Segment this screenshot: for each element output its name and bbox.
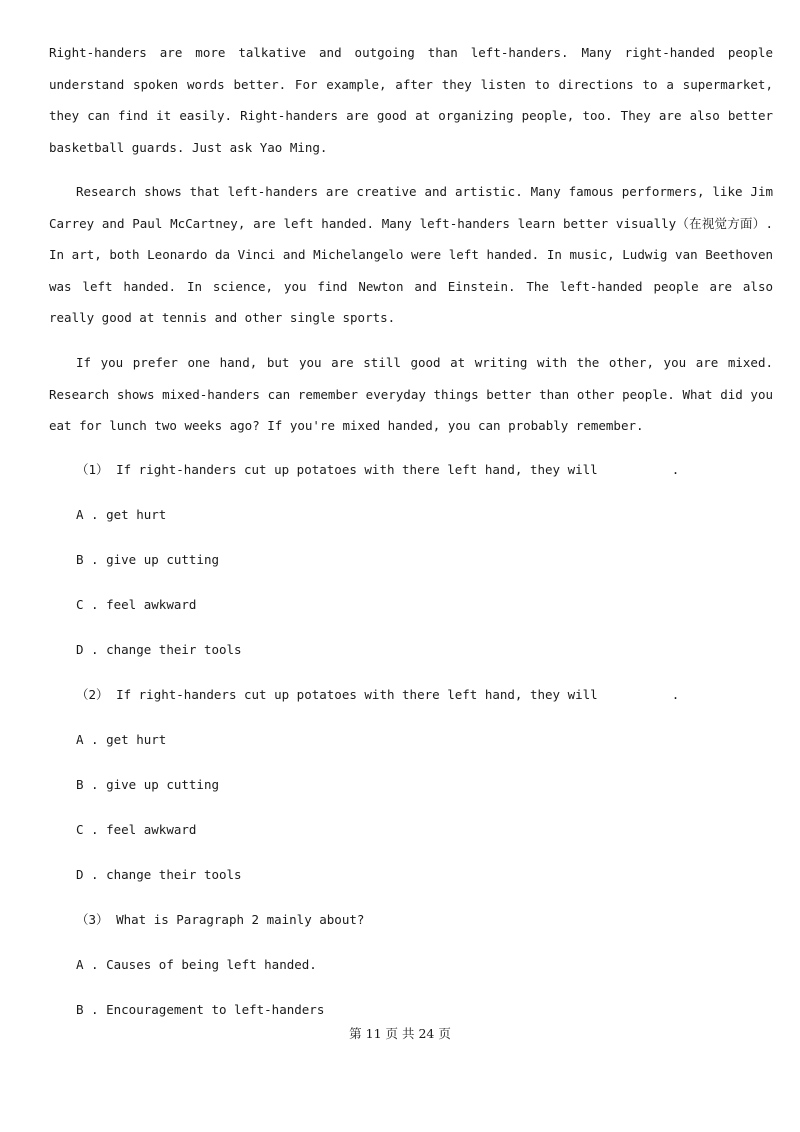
question-3-option-b: B . Encouragement to left-handers (76, 1002, 325, 1017)
question-2-option-a: A . get hurt (76, 732, 167, 747)
question-1-option-d: D . change their tools (76, 642, 242, 657)
passage-paragraph-2: Research shows that left-handers are creative and artistic. Many famous performers, like Jim Carrey and Paul McCartney, are left handed. Many left-handers learn better visually（在视觉方面）. In art, both Leonardo da Vinci and Michelangelo were left handed. In music, Ludwig van Beethoven was left handed. In science, you find Newton and Einstein. The left-handed people are also really good at tennis and other single sports. (49, 184, 773, 325)
question-1-option-a: A . get hurt (76, 507, 167, 522)
page-footer: 第 11 页 共 24 页 (349, 1026, 451, 1041)
passage-paragraph-1: Right-handers are more talkative and outgoing than left-handers. Many right-handed people understand spoken words better. For example, after they listen to directions to a supermarket, they can find it easily. Right-handers are good at organizing people, too. They are also better basketball guards. Just ask Yao Ming. (49, 45, 773, 155)
question-2-option-c: C . feel awkward (76, 822, 197, 837)
question-2-option-d: D . change their tools (76, 867, 242, 882)
question-3-option-a: A . Causes of being left handed. (76, 957, 317, 972)
question-2-option-b: B . give up cutting (76, 777, 219, 792)
question-1-stem: （1） If right-handers cut up potatoes with there left hand, they will . (76, 462, 680, 477)
question-1-option-c: C . feel awkward (76, 597, 197, 612)
question-3-stem: （3） What is Paragraph 2 mainly about? (76, 912, 365, 927)
question-2-stem: （2） If right-handers cut up potatoes with there left hand, they will . (76, 687, 680, 702)
passage-paragraph-3: If you prefer one hand, but you are still good at writing with the other, you are mixed. Research shows mixed-handers can remember everyday things better than other people. What did you eat for lunch two weeks ago? If you're mixed handed, you can probably remember. (49, 355, 773, 433)
question-1-option-b: B . give up cutting (76, 552, 219, 567)
